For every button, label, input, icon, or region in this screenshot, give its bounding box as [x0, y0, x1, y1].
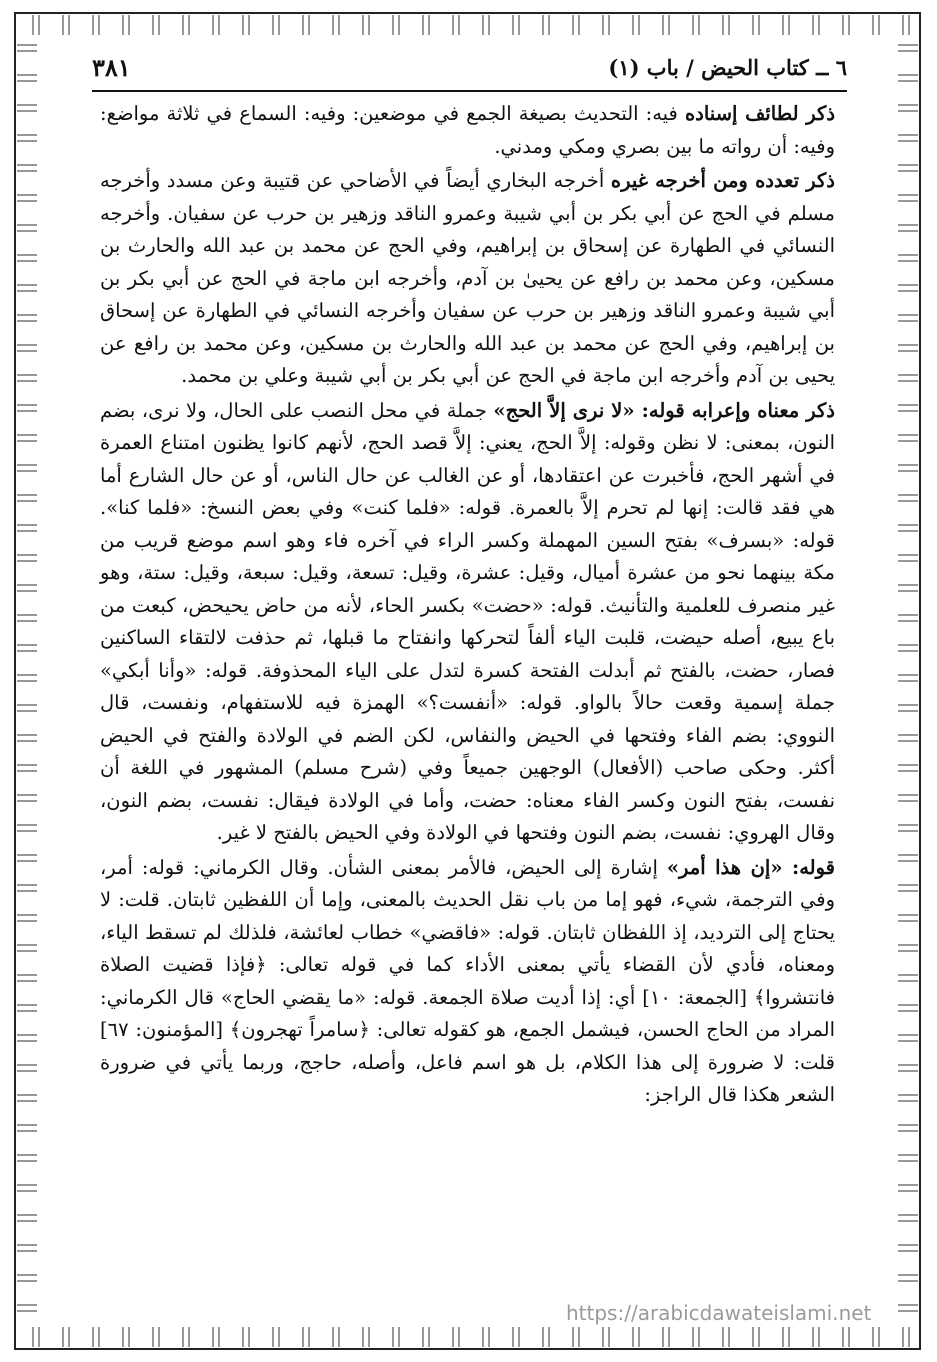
ornamental-border-right [898, 36, 918, 1326]
section-heading: قوله: «إن هذا أمر» [666, 855, 836, 879]
ornamental-border-top [18, 15, 917, 35]
ornamental-border-bottom [18, 1327, 917, 1347]
page-body [100, 98, 835, 1114]
watermark-url: https://arabicdawateislami.net [566, 1301, 872, 1325]
section-heading: ذكر لطائف إسناده [684, 102, 836, 125]
paragraph-meaning [100, 395, 835, 850]
paragraph-amr [100, 852, 835, 1112]
paragraph-text: أخرجه البخاري أيضاً في الأضاحي عن قتيبة وعن مسدد وأخرجه مسلم في الحج عن أبي بكر بن أبي شيبة وعمرو الناقد وزهير بن حرب عن سفيان. وأخرجه النسائي في الطهارة عن إسحاق بن إبراهيم، وفي الحج عن محمد بن عبد الله والحارث بن مسكين، وعن محمد بن رافع عن يحيىٰ بن آدم، وأخرجه ابن ماجة في الحج عن أبي بكر بن أبي شيبة وعمرو الناقد وزهير بن حرب عن سفيان وأخرجه النسائي في الطهارة عن إسحاق بن إبراهيم، وفي الحج عن محمد بن عبد الله والحارث بن مسكين، وعن محمد بن رافع عن يحيى بن آدم وأخرجه ابن ماجة في الحج عن أبي بكر بن أبي شيبة وعلي بن محمد. [100, 169, 835, 387]
section-heading: ذكر تعدده ومن أخرجه غيره [610, 169, 835, 192]
paragraph-isnad [100, 98, 835, 163]
running-title: ٦ ــ كتاب الحيض / باب (١) [608, 54, 847, 80]
ornamental-border-left [17, 36, 37, 1326]
page-number: ٣٨١ [92, 52, 131, 82]
paragraph-text: جملة في محل النصب على الحال، ولا نرى، بضم النون، بمعنى: لا نظن وقوله: إلاَّ الحج، يعني: إلاَّ قصد الحج، لأنهم كانوا يظنون امتناع العمرة في أشهر الحج، فأخبرت عن اعتقادها، أو عن الغالب عن حال الناس، أو عن حال الشارع أما هي فقد قالت: إنها لم تحرم إلاَّ بالعمرة. قوله: «فلما كنت» وفي بعض النسخ: «فلما كنا». قوله: «بسرف» بفتح السين المهملة وكسر الراء في آخره فاء وهو اسم موضع قريب من مكة بينهما نحو من عشرة أميال، وقيل: عشرة، وقيل: تسعة، وقيل: سبعة، وقيل: ستة، وهو غير منصرف للعلمية والتأنيث. قوله: «حضت» بكسر الحاء، لأنه من حاض يحيحض، كبعت من باع يبيع، أصله حيضت، قلبت الياء ألفاً لتحركها وانفتاح ما قبلها، ثم حذفت لالتقاء الساكنين فصار، حضت، بالفتح ثم أبدلت الفتحة كسرة لتدل على الياء المحذوفة. قوله: «وأنا أبكي» جملة إسمية وقعت حالاً بالواو. قوله: «أنفست؟» الهمزة فيه للاستفهام، ونفست، قال النووي: بضم الفاء وفتحها في الحيض والنفاس، لكن الضم في الولادة والفتح في الحيض أكثر. وحكى صاحب (الأفعال) الوجهين جميعاً وفي (شرح مسلم) المشهور في اللغة أن نفست، بفتح النون وكسر الفاء معناه: حضت، وأما في الولادة فيقال: نفست، بضم النون، وقال الهروي: نفست، بضم النون وفتحها في الولادة وفي الحيض بالفتح لا غير. [100, 398, 835, 844]
paragraph-takhrij [100, 165, 835, 393]
page-header [92, 44, 847, 92]
paragraph-text: فيه: التحديث بصيغة الجمع في موضعين: وفيه: السماع في ثلاثة مواضع: وفيه: أن رواته ما بين بصري ومكي ومدني. [100, 102, 835, 158]
section-heading: ذكر معناه وإعرابه قوله: «لا نرى إلاَّ الحج» [493, 398, 835, 422]
paragraph-text: إشارة إلى الحيض، فالأمر بمعنى الشأن. وقال الكرماني: قوله: أمر، وفي الترجمة، شيء، فهو إما من باب نقل الحديث بالمعنى، وإما أن اللفظين ثابتان. قلت: لا يحتاج إلى الترديد، إذ اللفظان ثابتان. قوله: «فاقضي» خطاب لعائشة، فلذلك لم تسقط الياء، ومعناه، فأدي لأن القضاء يأتي بمعنى الأداء كما في قوله تعالى: ﴿فإذا قضيت الصلاة فانتشروا﴾ [الجمعة: ١٠] أي: إذا أديت صلاة الجمعة. قوله: «ما يقضي الحاج» قال الكرماني: المراد من الحاج الحسن، فيشمل الجمع، هو كقوله تعالى: ﴿سامراً تهجرون﴾ [المؤمنون: ٦٧] قلت: لا ضرورة إلى هذا الكلام، بل هو اسم فاعل، وأصله، حاجج، وربما يأتي في ضرورة الشعر هكذا قال الراجز: [100, 855, 835, 1106]
